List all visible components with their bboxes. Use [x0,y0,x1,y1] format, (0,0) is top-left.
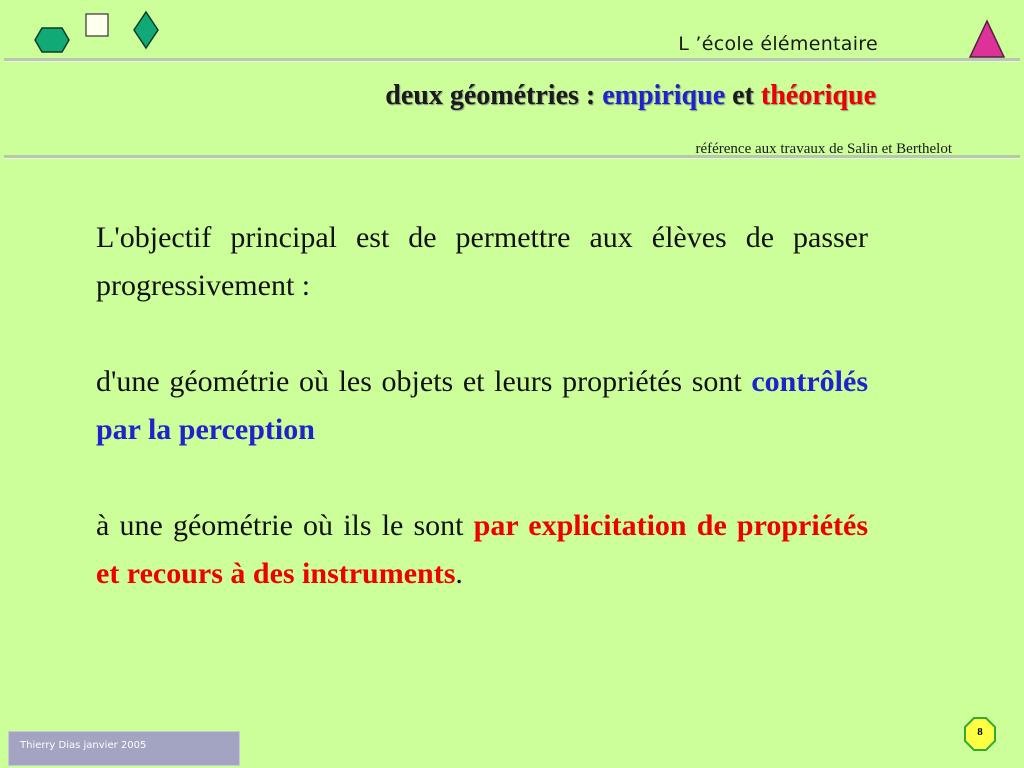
reference-note: référence aux travaux de Salin et Berthelot [695,141,952,157]
slide-title [385,80,876,112]
triangle-icon [969,20,1005,58]
paragraph3-highlight: par explicitation de propriétés et recours à des instruments [96,509,869,590]
footer-bar [8,731,240,766]
title-empirique: empirique [602,80,726,111]
paragraph2-highlight: contrôlés par la perception [96,365,868,446]
title-part1: deux géométries : [385,80,603,111]
title-theorique: théorique [760,80,876,111]
page-badge [964,717,996,751]
paragraph2-text: d'une géométrie où les objets et leurs propriétés sont [96,365,752,398]
paragraph3-end: . [455,557,463,590]
slide-body [96,214,868,646]
square-icon [85,13,109,37]
title-et: et [725,80,761,111]
paragraph3-text: à une géométrie où ils le sont [96,509,474,542]
paragraph-instruments [96,502,868,598]
paragraph-perception [96,358,868,454]
paragraph-objective: L'objectif principal est de permettre aux élèves de passer progressivement : [96,221,868,302]
diamond-icon [133,11,159,49]
page-number: 8 [977,726,983,738]
header-title: L ’école élémentaire [678,33,878,55]
hexagon-icon [34,27,70,53]
top-divider [4,58,1020,62]
footer-author-date: Thierry Dias janvier 2005 [20,740,147,751]
